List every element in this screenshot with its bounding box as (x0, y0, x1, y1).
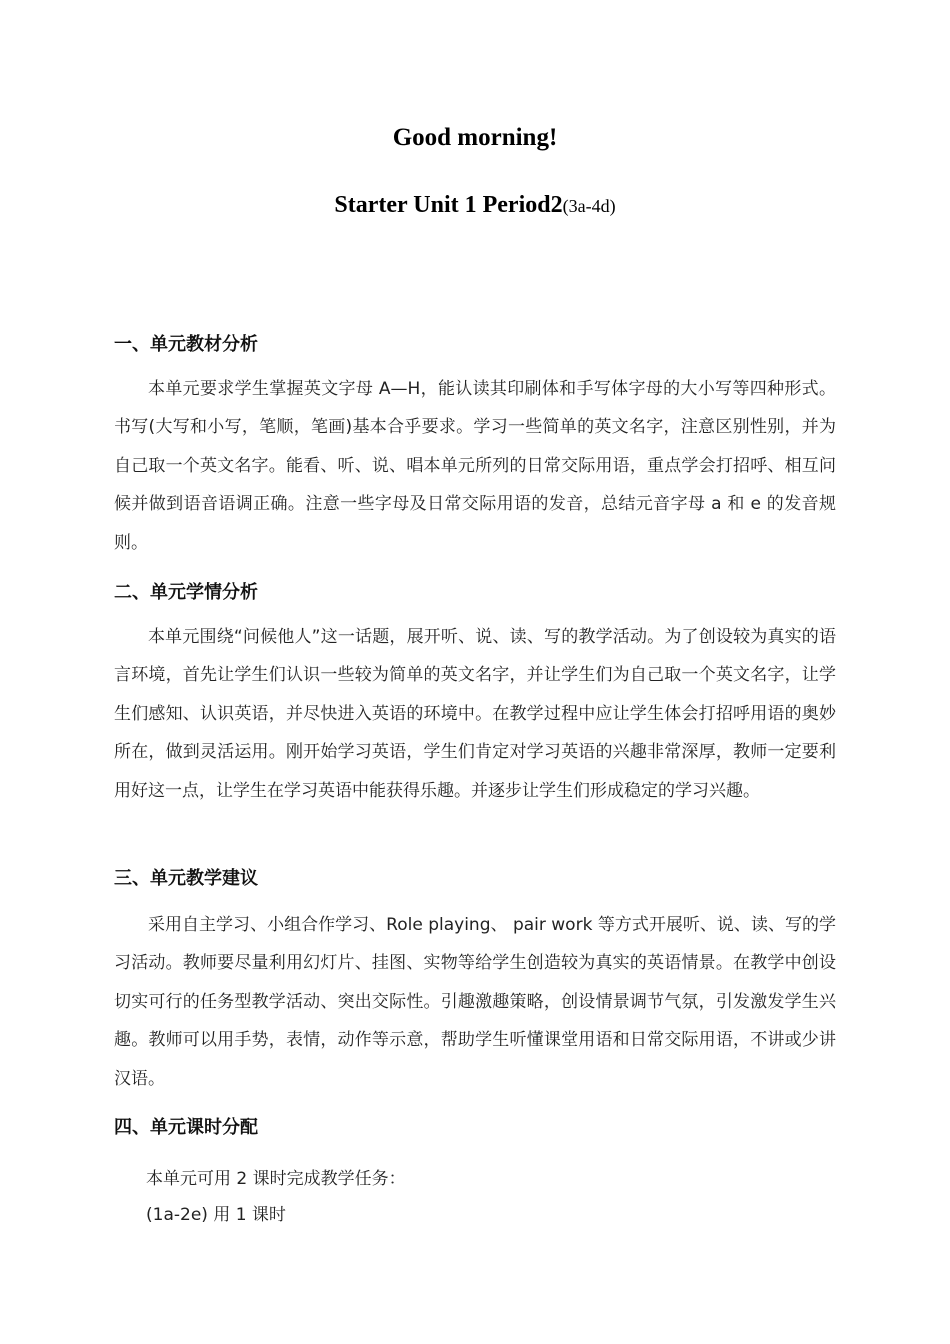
section-heading-period-allocation: 四、单元课时分配 (114, 1117, 258, 1138)
subtitle-main: Starter Unit 1 Period2 (334, 192, 563, 218)
section-body-student-analysis: 本单元围绕“问候他人”这一话题，展开听、说、读、写的教学活动。为了创设较为真实的语言环境，首先让学生们认识一些较为简单的英文名字，并让学生们为自己取一个英文名字，让学生们感知、认识英语，并尽快进入英语的环境中。在教学过程中应让学生体会打招呼用语的奥妙所在，做到灵活运用。刚开始学习英语，学生们肯定对学习英语的兴趣非常深厚，教师一定要利用好这一点，让学生在学习英语中能获得乐趣。并逐步让学生们形成稳定的学习兴趣。 (114, 627, 836, 801)
section-body-teaching-suggestions: 采用自主学习、小组合作学习、Role playing、 pair work 等方式开展听、说、读、写的学习活动。教师要尽量利用幻灯片、挂图、实物等给学生创造较为真实的英语情景。在教学中创设切实可行的任务型教学活动、突出交际性。引趣激趣策略，创设情景调节气氛，引发激发学生兴趣。教师可以用手势，表情，动作等示意，帮助学生听懂课堂用语和日常交际用语，不讲或少讲汉语。 (114, 915, 836, 1089)
section-body-material-analysis: 本单元要求学生掌握英文字母 A—H，能认读其印刷体和手写体字母的大小写等四种形式。书写(大写和小写，笔顺，笔画)基本合乎要求。学习一些简单的英文名字，注意区别性别，并为自己取一个英文名字。能看、听、说、唱本单元所列的日常交际用语，重点学会打招呼、相互问候并做到语音语调正确。注意一些字母及日常交际用语的发音，总结元音字母 a 和 e 的发音规则。 (114, 379, 836, 553)
subtitle-range: (3a-4d) (562, 196, 616, 216)
period-allocation-line-1: 本单元可用 2 课时完成教学任务： (146, 1169, 406, 1189)
document-subtitle (0, 192, 950, 219)
section-heading-student-analysis: 二、单元学情分析 (114, 582, 258, 603)
document-title: Good morning! (392, 124, 558, 151)
section-heading-material-analysis: 一、单元教材分析 (114, 334, 258, 355)
section-heading-teaching-suggestions: 三、单元教学建议 (114, 868, 258, 889)
period-allocation-line-2: (1a-2e) 用 1 课时 (146, 1205, 286, 1225)
